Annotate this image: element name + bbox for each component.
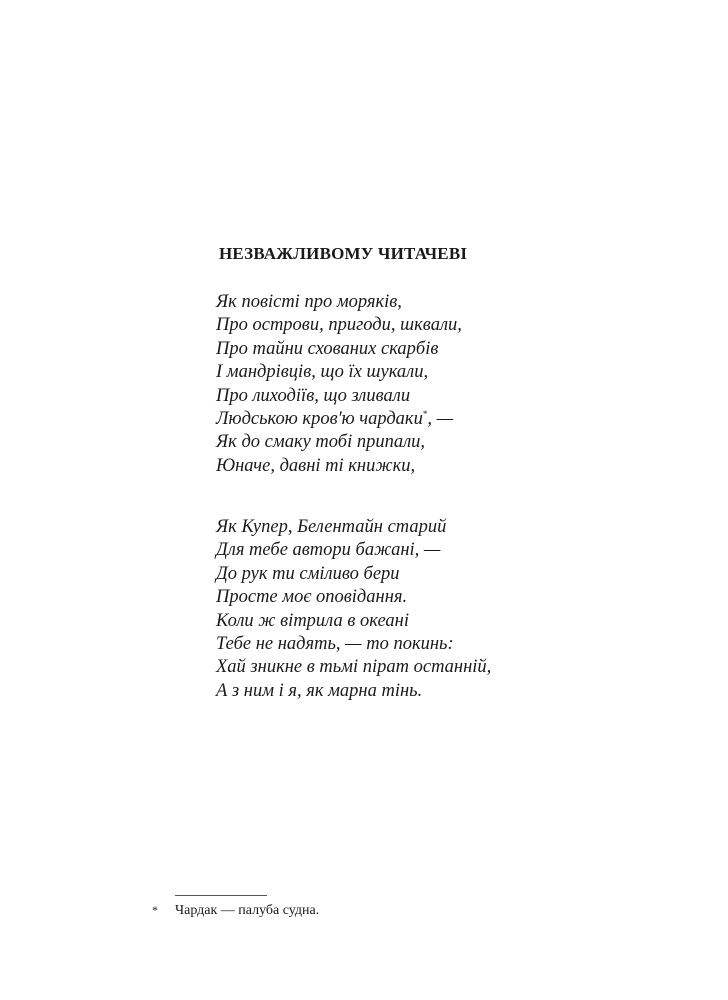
poem-line-tail: , — (427, 409, 454, 430)
poem-line: Коли ж вітрила в океані (216, 610, 409, 631)
poem-line: До рук ти сміливо бери (216, 563, 400, 584)
footnote-marker: * (152, 903, 158, 917)
poem-line: Тебе не надять, — то покинь: (216, 634, 454, 655)
poem-line-with-footnote (216, 408, 462, 431)
poem-line: Для тебе автори бажані, — (216, 540, 441, 561)
poem-line-text: Людською кров'ю чардаки (216, 409, 423, 430)
poem-line: Як до смаку тобі припали, (216, 432, 426, 453)
poem-line: Як повісті про моряків, (216, 292, 402, 312)
poem-line: Про тайни схованих скарбів (216, 338, 439, 359)
poem-line: Хай зникне в тьмі пірат останній, (216, 657, 492, 678)
poem-line: Юначе, давні ті книжки, (216, 455, 416, 476)
poem-line: І мандрівців, що їх шукали, (216, 362, 429, 383)
footnote-reference: * (422, 408, 428, 419)
poem-line: Про острови, пригоди, шквали, (216, 315, 462, 336)
footnote-text: Чардак — палуба судна. (175, 903, 320, 918)
poem-line: Як Купер, Белентайн старий (216, 517, 447, 537)
poem-line: Просте моє оповідання. (216, 587, 408, 608)
poem-line: Про лиходіїв, що зливали (216, 385, 411, 406)
footnote-divider (175, 895, 267, 896)
stanza-2 (216, 516, 491, 703)
poem-line: А з ним і я, як марна тінь. (216, 680, 423, 701)
poem-title: НЕЗВАЖЛИВОМУ ЧИТАЧЕВІ (219, 244, 468, 263)
stanza-1 (216, 291, 462, 478)
